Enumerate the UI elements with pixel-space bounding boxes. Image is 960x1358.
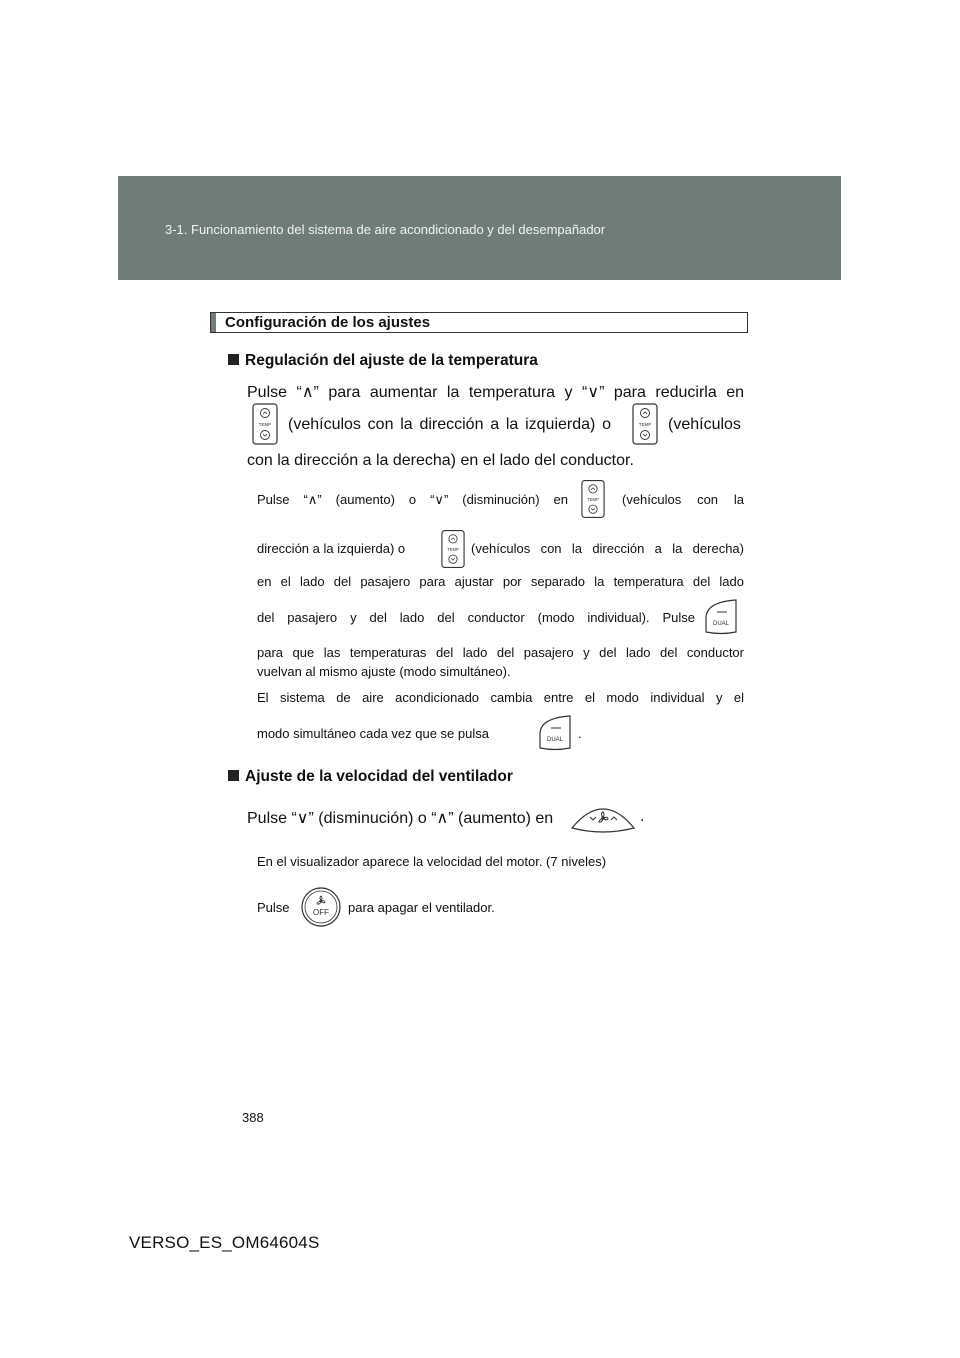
svg-text:TEMP: TEMP xyxy=(258,422,272,427)
section-title-bar xyxy=(211,313,216,332)
fan-off-button-icon xyxy=(300,886,342,928)
section-title-box xyxy=(210,312,748,333)
dual-button-icon xyxy=(537,714,573,754)
fan-speed-button-icon xyxy=(570,800,636,834)
fan-p1a: Pulse “∨” (disminución) o “∧” (aumento) en xyxy=(247,810,554,827)
temp-p1-line3: con la dirección a la derecha) en el lado del conductor. xyxy=(247,452,634,469)
temp-n1-line4: del pasajero y del lado del conductor (modo individual). Pulse xyxy=(257,610,695,625)
svg-text:TEMP: TEMP xyxy=(447,546,459,552)
svg-text:DUAL: DUAL xyxy=(712,621,730,627)
temp-button-icon xyxy=(581,479,605,519)
document-code: VERSO_ES_OM64604S xyxy=(129,1233,320,1252)
header-band xyxy=(118,176,841,280)
bullet-square-icon xyxy=(228,770,239,781)
temp-n2-line2b: . xyxy=(578,726,582,741)
temp-n1-line2a: dirección a la izquierda) o xyxy=(257,541,406,556)
fan-p1b: . xyxy=(640,808,645,825)
temp-p1-line2b: (vehículos xyxy=(668,416,741,433)
temp-n1-line5: para que las temperaturas del lado del pasajero y del lado del conductor xyxy=(257,645,744,660)
fan-n2b: para apagar el ventilador. xyxy=(348,900,495,915)
svg-text:OFF: OFF xyxy=(313,908,329,917)
temp-button-icon xyxy=(441,529,465,569)
fan-n2a: Pulse xyxy=(257,900,290,915)
page-number: 388 xyxy=(242,1110,264,1125)
temp-n2-line1: El sistema de aire acondicionado cambia entre el modo individual y el xyxy=(257,690,744,705)
temp-p1-line1: Pulse “∧” para aumentar la temperatura y “∨” para reducirla en xyxy=(247,384,744,401)
fan-heading-row xyxy=(228,768,513,786)
temp-p1-line2a: (vehículos con la dirección a la izquierda) o xyxy=(288,416,611,433)
temp-button-icon xyxy=(252,403,278,445)
svg-text:TEMP: TEMP xyxy=(587,496,599,502)
temp-n1-line2b: (vehículos con la dirección a la derecha) xyxy=(471,541,744,556)
svg-text:DUAL: DUAL xyxy=(546,737,564,743)
fan-heading: Ajuste de la velocidad del ventilador xyxy=(245,768,513,785)
chapter-title: 3-1. Funcionamiento del sistema de aire acondicionado y del desempañador xyxy=(165,222,606,237)
temp-n2-line2a: modo simultáneo cada vez que se pulsa xyxy=(257,726,489,741)
fan-n1: En el visualizador aparece la velocidad del motor. (7 niveles) xyxy=(257,854,607,869)
bullet-square-icon xyxy=(228,354,239,365)
dual-button-icon xyxy=(703,598,739,638)
temp-button-icon xyxy=(632,403,658,445)
temp-heading-row xyxy=(228,352,538,370)
temp-n1-line3: en el lado del pasajero para ajustar por separado la temperatura del lado xyxy=(257,574,744,589)
section-title: Configuración de los ajustes xyxy=(225,314,431,331)
temp-heading: Regulación del ajuste de la temperatura xyxy=(245,352,538,369)
temp-n1-line1b: (vehículos con la xyxy=(622,492,744,507)
temp-n1-line1a: Pulse “∧” (aumento) o “∨” (disminución) en xyxy=(257,492,568,507)
svg-text:TEMP: TEMP xyxy=(638,422,652,427)
temp-n1-line6: vuelvan al mismo ajuste (modo simultáneo). xyxy=(257,664,511,679)
